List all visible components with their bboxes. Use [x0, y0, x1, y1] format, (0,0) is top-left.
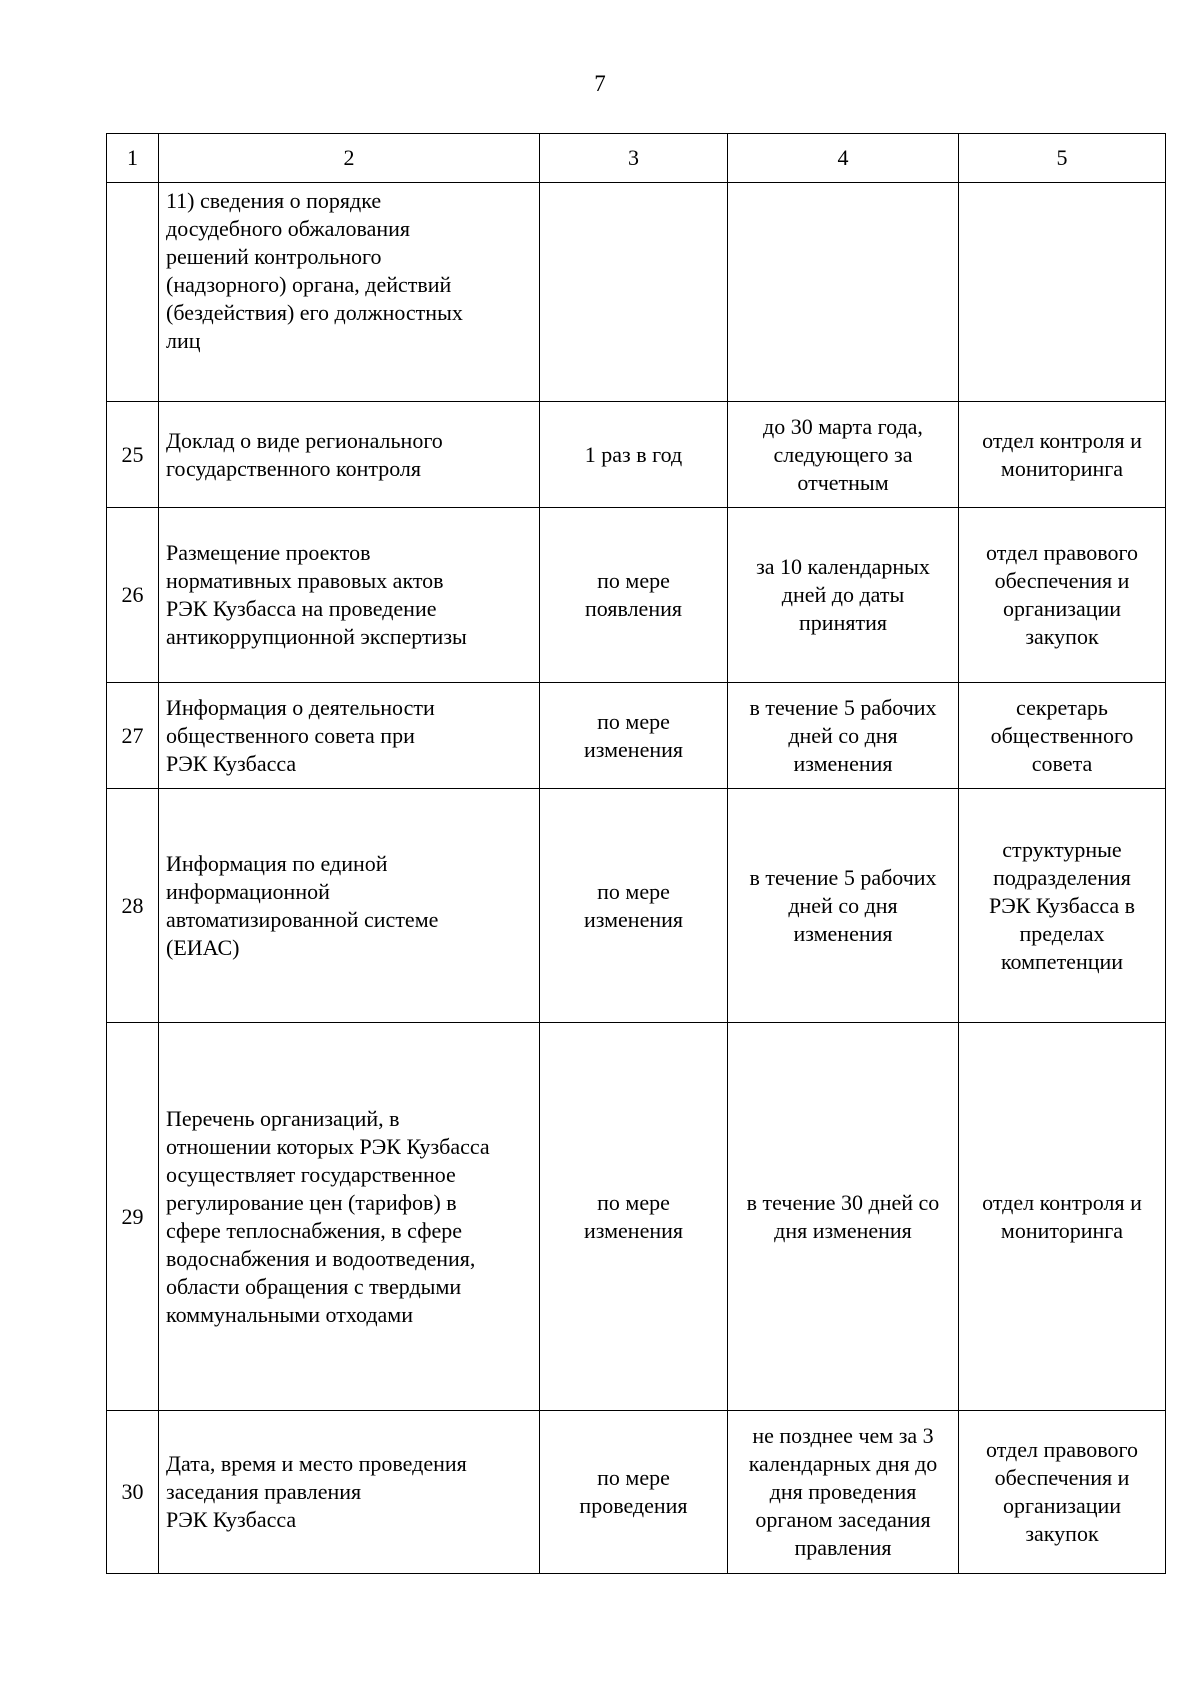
row-responsible: отдел правового обеспечения и организации закупок — [959, 508, 1166, 683]
column-header-deadline: 4 — [728, 134, 959, 183]
table-row — [107, 789, 1166, 1023]
row-number: 29 — [107, 1023, 159, 1411]
row-responsible: отдел контроля и мониторинга — [959, 402, 1166, 508]
row-frequency: по мере изменения — [540, 683, 728, 789]
row-responsible: секретарь общественного совета — [959, 683, 1166, 789]
table-header-row — [107, 134, 1166, 183]
row-frequency — [540, 183, 728, 402]
row-number: 28 — [107, 789, 159, 1023]
row-responsible: отдел контроля и мониторинга — [959, 1023, 1166, 1411]
row-content: Перечень организаций, в отношении которых РЭК Кузбасса осуществляет государственное регулирование цен (тарифов) в сфере теплоснабжения, в сфере водоснабжения и водоотведения, области обращения с твердыми коммунальными отходами — [159, 1023, 540, 1411]
row-number — [107, 183, 159, 402]
row-deadline: за 10 календарных дней до даты принятия — [728, 508, 959, 683]
row-responsible — [959, 183, 1166, 402]
row-deadline: не позднее чем за 3 календарных дня до дня проведения органом заседания правления — [728, 1411, 959, 1574]
row-responsible: структурные подразделения РЭК Кузбасса в пределах компетенции — [959, 789, 1166, 1023]
row-content: 11) сведения о порядке досудебного обжалования решений контрольного (надзорного) органа, действий (бездействия) его должностных лиц — [159, 183, 540, 402]
column-header-responsible: 5 — [959, 134, 1166, 183]
table-row — [107, 683, 1166, 789]
row-content: Доклад о виде регионального государственного контроля — [159, 402, 540, 508]
row-content: Информация о деятельности общественного совета при РЭК Кузбасса — [159, 683, 540, 789]
row-number: 27 — [107, 683, 159, 789]
row-content: Информация по единой информационной автоматизированной системе (ЕИАС) — [159, 789, 540, 1023]
row-frequency: 1 раз в год — [540, 402, 728, 508]
row-responsible: отдел правового обеспечения и организации закупок — [959, 1411, 1166, 1574]
row-frequency: по мере появления — [540, 508, 728, 683]
table-row — [107, 183, 1166, 402]
publication-schedule-table — [106, 133, 1166, 1574]
column-header-frequency: 3 — [540, 134, 728, 183]
row-number: 30 — [107, 1411, 159, 1574]
row-deadline — [728, 183, 959, 402]
table-row — [107, 1411, 1166, 1574]
page-number: 7 — [594, 71, 606, 96]
table-row — [107, 1023, 1166, 1411]
column-header-number: 1 — [107, 134, 159, 183]
row-frequency: по мере изменения — [540, 789, 728, 1023]
row-frequency: по мере изменения — [540, 1023, 728, 1411]
table-row — [107, 402, 1166, 508]
row-deadline: в течение 5 рабочих дней со дня изменения — [728, 789, 959, 1023]
row-deadline: до 30 марта года, следующего за отчетным — [728, 402, 959, 508]
table-row — [107, 508, 1166, 683]
row-number: 25 — [107, 402, 159, 508]
row-content: Дата, время и место проведения заседания правления РЭК Кузбасса — [159, 1411, 540, 1574]
row-frequency: по мере проведения — [540, 1411, 728, 1574]
row-deadline: в течение 30 дней со дня изменения — [728, 1023, 959, 1411]
row-number: 26 — [107, 508, 159, 683]
column-header-content: 2 — [159, 134, 540, 183]
row-deadline: в течение 5 рабочих дней со дня изменения — [728, 683, 959, 789]
row-content: Размещение проектов нормативных правовых актов РЭК Кузбасса на проведение антикоррупционной экспертизы — [159, 508, 540, 683]
